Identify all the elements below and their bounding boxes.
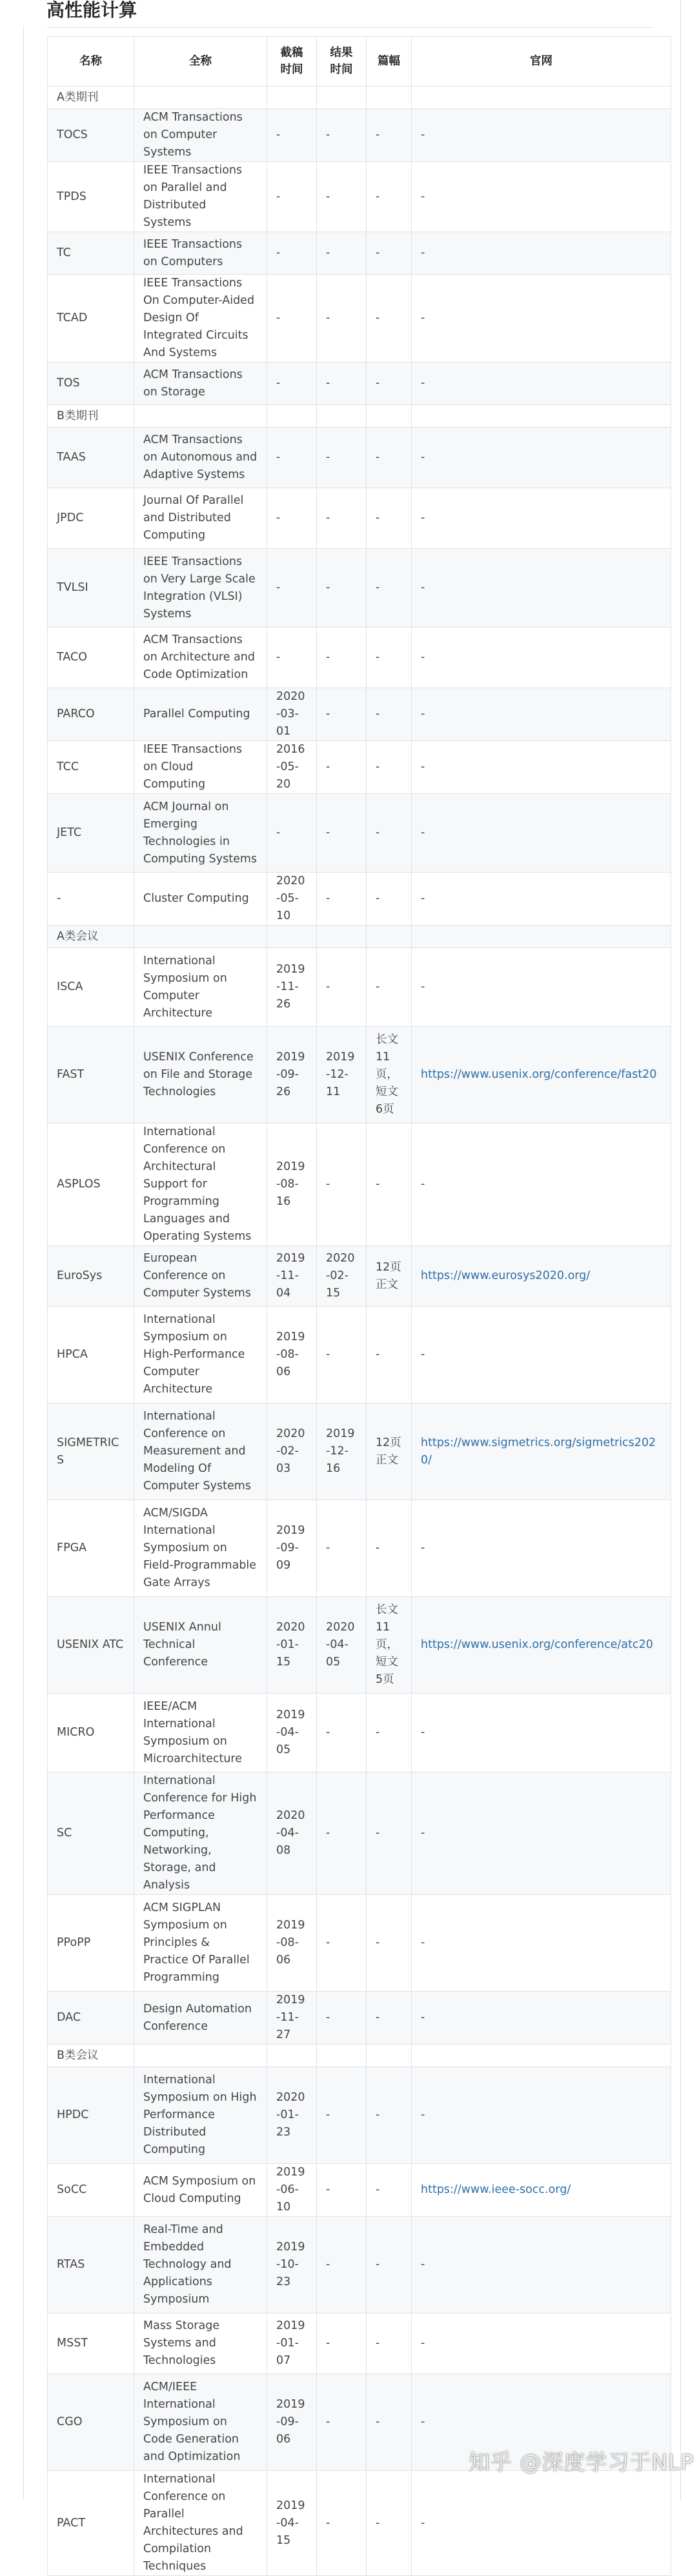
cell-deadline: 2019-09-26 [267,1027,317,1124]
cell-deadline: 2019-01-07 [267,2313,317,2374]
table-row [48,948,671,1027]
header-website: 官网 [412,37,671,86]
table-row [48,362,671,405]
table-row [48,2313,671,2374]
empty-cell [367,2045,412,2067]
cell-length: - [367,2471,412,2576]
cell-name: TVLSI [48,549,134,628]
cell-name: TPDS [48,162,134,232]
cell-name: FPGA [48,1500,134,1597]
category-row [48,405,671,428]
cell-website: - [412,2374,671,2471]
cell-website [412,1027,671,1124]
cell-name: MICRO [48,1694,134,1772]
cell-website: - [412,741,671,794]
cell-website: - [412,1772,671,1895]
cell-website: - [412,232,671,275]
table-header-row [48,37,671,86]
cell-full-name: ACM/SIGDA International Symposium on Field-Programmable Gate Arrays [134,1500,267,1597]
cell-name: ASPLOS [48,1124,134,1246]
cell-length: - [367,2374,412,2471]
cell-full-name: IEEE Transactions on Cloud Computing [134,741,267,794]
cell-length: - [367,794,412,873]
cell-result: - [317,1307,367,1403]
cell-length: - [367,873,412,926]
cell-name: MSST [48,2313,134,2374]
empty-cell [412,926,671,948]
cell-name: TACO [48,628,134,688]
cell-website: - [412,1694,671,1772]
cell-website: - [412,1307,671,1403]
category-row [48,2045,671,2067]
cell-length: - [367,2217,412,2313]
cell-deadline: - [267,362,317,405]
cell-result: - [317,1124,367,1246]
cell-website: - [412,162,671,232]
cell-length: - [367,1124,412,1246]
table-row [48,1597,671,1694]
cell-website: - [412,2067,671,2164]
cell-result: - [317,2164,367,2217]
cell-length: - [367,2067,412,2164]
cell-website: - [412,362,671,405]
empty-cell [367,86,412,109]
table-row [48,109,671,162]
website-link[interactable]: https://www.usenix.org/conference/atc20 [421,1638,653,1651]
cell-result: - [317,428,367,488]
cell-full-name: IEEE/ACM International Symposium on Microarchitecture [134,1694,267,1772]
cell-deadline: 2019-08-06 [267,1307,317,1403]
table-row [48,549,671,628]
cell-full-name: ACM Symposium on Cloud Computing [134,2164,267,2217]
table-body [48,86,671,2576]
empty-cell [367,926,412,948]
cell-website: - [412,1895,671,1992]
cell-result: - [317,2067,367,2164]
cell-name: FAST [48,1027,134,1124]
cell-name: HPDC [48,2067,134,2164]
cell-deadline: 2019-06-10 [267,2164,317,2217]
cell-deadline: - [267,232,317,275]
cell-name: - [48,873,134,926]
table-row [48,275,671,362]
cell-result: - [317,794,367,873]
cell-result: - [317,628,367,688]
cell-website: - [412,2471,671,2576]
empty-cell [367,405,412,428]
table-row [48,2067,671,2164]
empty-cell [317,926,367,948]
cell-deadline: - [267,109,317,162]
cell-length: - [367,1895,412,1992]
cell-deadline: - [267,162,317,232]
cell-name: SC [48,1772,134,1895]
empty-cell [134,2045,267,2067]
cell-website [412,2164,671,2217]
table-row [48,1895,671,1992]
cell-website [412,1246,671,1307]
category-row [48,926,671,948]
cell-length: 长文11页，短文5页 [367,1597,412,1694]
cell-full-name: IEEE Transactions On Computer-Aided Design Of Integrated Circuits And Systems [134,275,267,362]
cell-name: TCC [48,741,134,794]
cell-website: - [412,1500,671,1597]
cell-deadline: - [267,488,317,549]
cell-name: SIGMETRICS [48,1403,134,1500]
cell-name: PPoPP [48,1895,134,1992]
cell-deadline: 2020-01-15 [267,1597,317,1694]
cell-full-name: USENIX Conference on File and Storage Technologies [134,1027,267,1124]
empty-cell [134,86,267,109]
cell-deadline: 2019-11-04 [267,1246,317,1307]
cell-full-name: IEEE Transactions on Very Large Scale Integration (VLSI) Systems [134,549,267,628]
cell-result: - [317,275,367,362]
cell-full-name: IEEE Transactions on Parallel and Distributed Systems [134,162,267,232]
website-link[interactable]: https://www.usenix.org/conference/fast20 [421,1068,657,1081]
cell-length: - [367,109,412,162]
cell-length: 12页正文 [367,1246,412,1307]
cell-result: - [317,162,367,232]
website-link[interactable]: https://www.eurosys2020.org/ [421,1269,591,1282]
cell-full-name: International Symposium on Computer Architecture [134,948,267,1027]
cell-full-name: International Symposium on High Performance Distributed Computing [134,2067,267,2164]
cell-deadline: 2016-05-20 [267,741,317,794]
cell-length: - [367,1992,412,2045]
category-label: B类会议 [48,2045,134,2067]
cell-website: - [412,948,671,1027]
venue-table [47,36,671,2576]
table-row [48,628,671,688]
table-row [48,1992,671,2045]
empty-cell [317,86,367,109]
cell-deadline: - [267,428,317,488]
cell-full-name: International Conference on Architectural Support for Programming Languages and Operating Systems [134,1124,267,1246]
table-row [48,162,671,232]
left-border [23,26,24,2501]
cell-length: - [367,275,412,362]
cell-deadline: 2019-04-05 [267,1694,317,1772]
cell-result: - [317,109,367,162]
cell-name: USENIX ATC [48,1597,134,1694]
cell-name: TOCS [48,109,134,162]
cell-name: RTAS [48,2217,134,2313]
cell-name: PACT [48,2471,134,2576]
cell-full-name: Cluster Computing [134,873,267,926]
cell-full-name: Real-Time and Embedded Technology and Applications Symposium [134,2217,267,2313]
cell-result: - [317,362,367,405]
cell-length: - [367,741,412,794]
cell-result: - [317,2217,367,2313]
cell-website [412,1597,671,1694]
cell-length: - [367,549,412,628]
table-row [48,428,671,488]
cell-website: - [412,488,671,549]
cell-result: - [317,1500,367,1597]
cell-deadline: 2019-11-26 [267,948,317,1027]
header-full-name: 全称 [134,37,267,86]
table-row [48,232,671,275]
cell-name: CGO [48,2374,134,2471]
cell-result: - [317,873,367,926]
cell-deadline: 2019-08-06 [267,1895,317,1992]
header-length: 篇幅 [367,37,412,86]
cell-length: - [367,162,412,232]
cell-result: - [317,1895,367,1992]
cell-full-name: USENIX Annul Technical Conference [134,1597,267,1694]
cell-result: - [317,2313,367,2374]
cell-name: JPDC [48,488,134,549]
website-link[interactable]: https://www.ieee-socc.org/ [421,2183,571,2196]
table-row [48,873,671,926]
cell-result: - [317,2471,367,2576]
cell-website: - [412,2313,671,2374]
cell-full-name: Design Automation Conference [134,1992,267,2045]
cell-result: - [317,488,367,549]
cell-result: - [317,688,367,741]
cell-deadline: 2019-09-06 [267,2374,317,2471]
cell-length: 长文11页，短文6页 [367,1027,412,1124]
cell-full-name: ACM Transactions on Architecture and Code Optimization [134,628,267,688]
table-row [48,741,671,794]
cell-length: - [367,428,412,488]
cell-result: - [317,741,367,794]
cell-result: - [317,232,367,275]
cell-result: 2019-12-11 [317,1027,367,1124]
cell-website: - [412,428,671,488]
cell-website: - [412,549,671,628]
category-label: A类期刊 [48,86,134,109]
cell-length: - [367,1772,412,1895]
cell-name: PARCO [48,688,134,741]
cell-length: - [367,232,412,275]
cell-deadline: - [267,275,317,362]
cell-name: EuroSys [48,1246,134,1307]
table-row [48,488,671,549]
cell-deadline: 2020-04-08 [267,1772,317,1895]
table-row [48,688,671,741]
cell-name: TCAD [48,275,134,362]
table-row [48,1403,671,1500]
table-row [48,1500,671,1597]
cell-deadline: - [267,628,317,688]
cell-name: TC [48,232,134,275]
table-row [48,1307,671,1403]
empty-cell [412,2045,671,2067]
cell-deadline: - [267,549,317,628]
empty-cell [412,405,671,428]
cell-full-name: IEEE Transactions on Computers [134,232,267,275]
table-row [48,2217,671,2313]
empty-cell [267,926,317,948]
cell-full-name: International Conference for High Performance Computing, Networking, Storage, and Analysis [134,1772,267,1895]
empty-cell [317,2045,367,2067]
cell-website: - [412,794,671,873]
cell-full-name: ACM Transactions on Autonomous and Adaptive Systems [134,428,267,488]
cell-website: - [412,1124,671,1246]
empty-cell [267,86,317,109]
cell-result: - [317,2374,367,2471]
empty-cell [412,86,671,109]
cell-name: HPCA [48,1307,134,1403]
table-row [48,1246,671,1307]
cell-length: - [367,688,412,741]
empty-cell [267,2045,317,2067]
table-row [48,1027,671,1124]
cell-length: - [367,1694,412,1772]
cell-full-name: ACM/IEEE International Symposium on Code Generation and Optimization [134,2374,267,2471]
cell-deadline: 2019-11-27 [267,1992,317,2045]
cell-name: TAAS [48,428,134,488]
cell-website [412,1403,671,1500]
cell-result: 2020-04-05 [317,1597,367,1694]
website-link[interactable]: https://www.sigmetrics.org/sigmetrics2020/ [421,1436,656,1467]
cell-website: - [412,109,671,162]
cell-result: - [317,1694,367,1772]
cell-result: - [317,948,367,1027]
cell-website: - [412,275,671,362]
cell-length: - [367,488,412,549]
table-row [48,2471,671,2576]
cell-deadline: 2019-10-23 [267,2217,317,2313]
cell-result: 2019-12-16 [317,1403,367,1500]
header-result: 结果 时间 [317,37,367,86]
cell-result: 2020-02-15 [317,1246,367,1307]
empty-cell [134,926,267,948]
cell-deadline: 2020-02-03 [267,1403,317,1500]
cell-full-name: Journal Of Parallel and Distributed Computing [134,488,267,549]
cell-result: - [317,1772,367,1895]
cell-length: 12页正文 [367,1403,412,1500]
cell-website: - [412,1992,671,2045]
category-row [48,86,671,109]
cell-website: - [412,873,671,926]
cell-deadline: 2019-08-16 [267,1124,317,1246]
cell-full-name: ACM Journal on Emerging Technologies in Computing Systems [134,794,267,873]
table-row [48,1694,671,1772]
table-row [48,1772,671,1895]
watermark: 知乎 @深度学习于NLP [469,2450,694,2475]
cell-result: - [317,1992,367,2045]
cell-full-name: International Symposium on High-Performance Computer Architecture [134,1307,267,1403]
cell-name: DAC [48,1992,134,2045]
cell-length: - [367,628,412,688]
table-row [48,2164,671,2217]
right-border [680,0,681,2501]
cell-length: - [367,1307,412,1403]
empty-cell [317,405,367,428]
table-row [48,1124,671,1246]
header-deadline: 截稿 时间 [267,37,317,86]
cell-full-name: Parallel Computing [134,688,267,741]
cell-deadline: - [267,794,317,873]
cell-name: JETC [48,794,134,873]
cell-name: ISCA [48,948,134,1027]
cell-deadline: 2020-05-10 [267,873,317,926]
cell-website: - [412,628,671,688]
category-label: A类会议 [48,926,134,948]
cell-name: SoCC [48,2164,134,2217]
cell-full-name: International Conference on Measurement and Modeling Of Computer Systems [134,1403,267,1500]
header-name: 名称 [48,37,134,86]
cell-full-name: ACM SIGPLAN Symposium on Principles & Practice Of Parallel Programming [134,1895,267,1992]
cell-full-name: ACM Transactions on Computer Systems [134,109,267,162]
cell-deadline: 2020-03-01 [267,688,317,741]
cell-full-name: European Conference on Computer Systems [134,1246,267,1307]
table-row [48,794,671,873]
cell-length: - [367,1500,412,1597]
cell-website: - [412,688,671,741]
cell-full-name: ACM Transactions on Storage [134,362,267,405]
cell-length: - [367,2313,412,2374]
cell-deadline: 2020-01-23 [267,2067,317,2164]
cell-result: - [317,549,367,628]
empty-cell [134,405,267,428]
cell-deadline: 2019-09-09 [267,1500,317,1597]
cell-length: - [367,362,412,405]
cell-website: - [412,2217,671,2313]
cell-length: - [367,2164,412,2217]
cell-full-name: International Conference on Parallel Architectures and Compilation Techniques [134,2471,267,2576]
category-label: B类期刊 [48,405,134,428]
cell-full-name: Mass Storage Systems and Technologies [134,2313,267,2374]
cell-deadline: 2019-04-15 [267,2471,317,2576]
cell-name: TOS [48,362,134,405]
cell-length: - [367,948,412,1027]
empty-cell [267,405,317,428]
section-title: 高性能计算 [46,0,653,28]
